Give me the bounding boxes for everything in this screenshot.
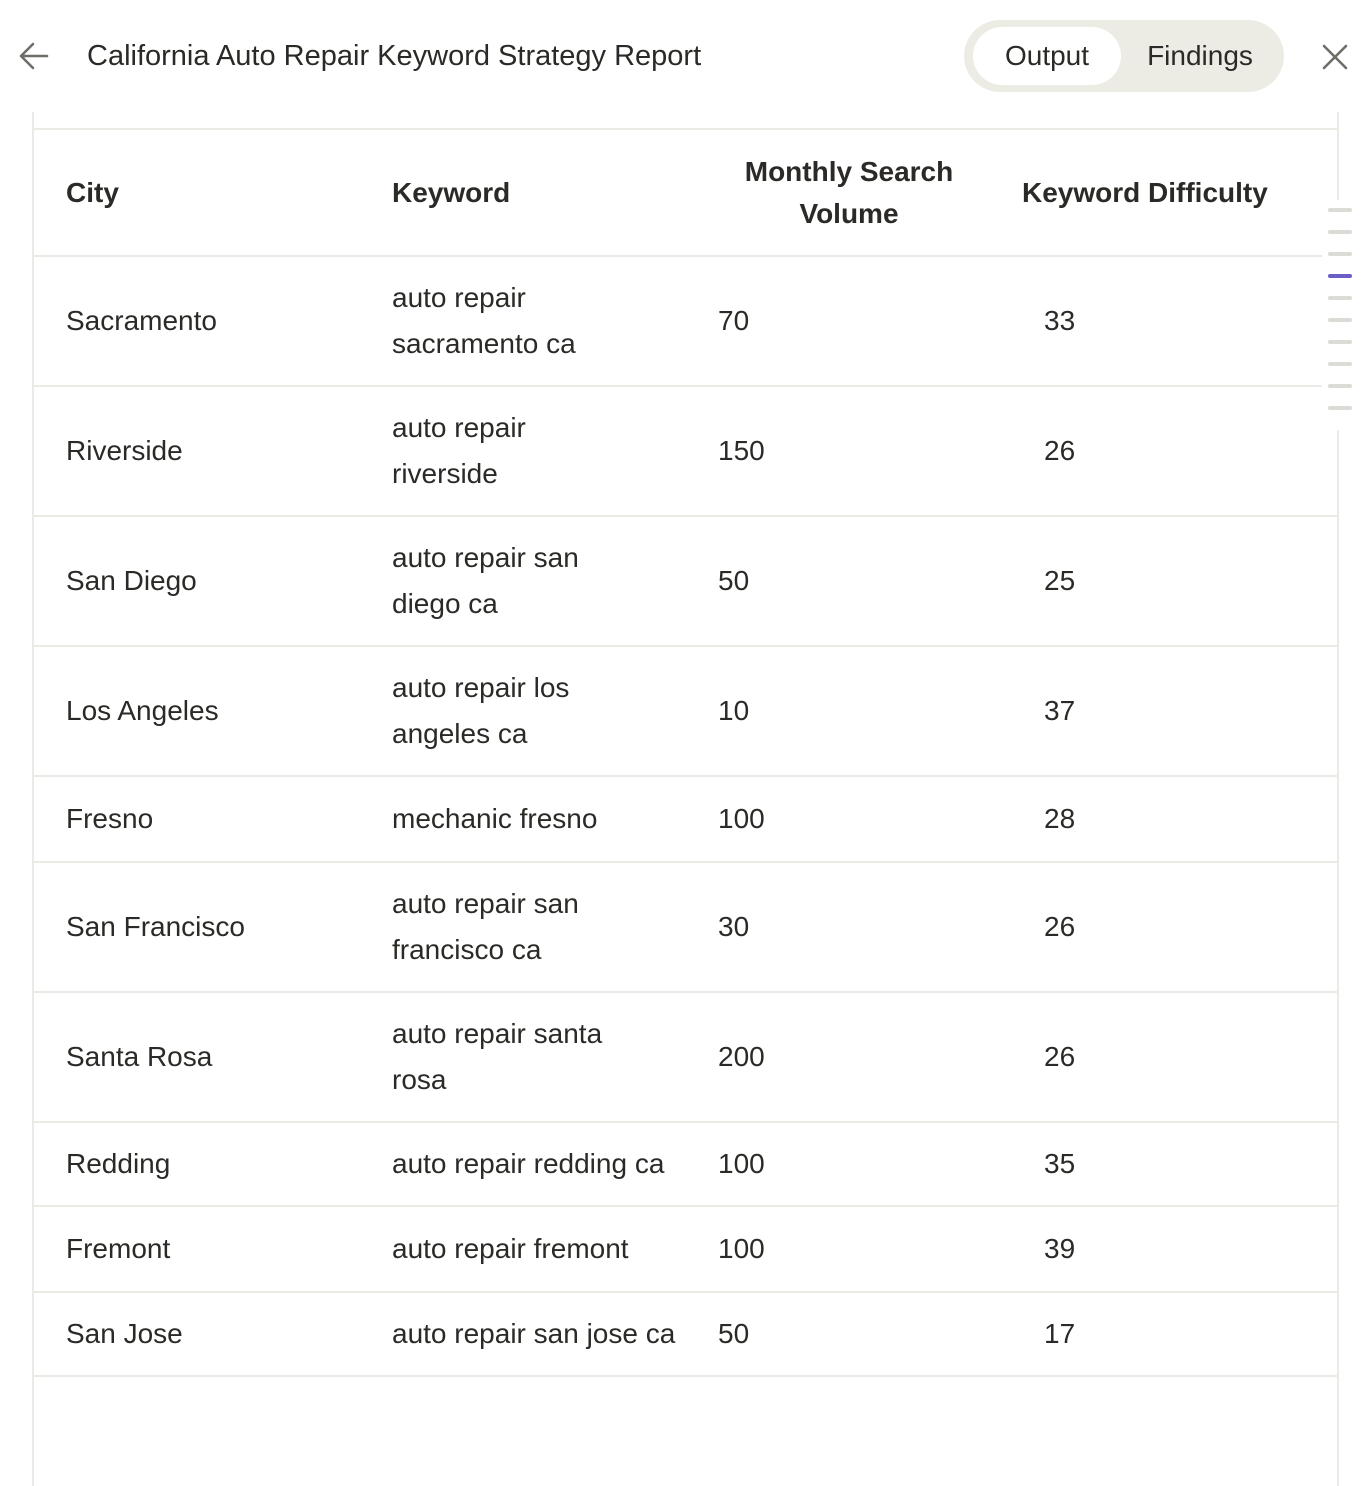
table-row: [34, 646, 1337, 776]
table-row: [34, 776, 1337, 862]
scroll-indicator-tick[interactable]: [1328, 318, 1352, 322]
cell-city: San Jose: [34, 1292, 360, 1376]
scroll-indicator-tick[interactable]: [1328, 230, 1352, 234]
cell-keyword: auto repair redding ca: [360, 1122, 686, 1206]
cell-keyword: mechanic fresno: [360, 776, 686, 862]
view-toggle: [964, 20, 1284, 92]
cell-volume: 100: [686, 1122, 1012, 1206]
cell-volume: 50: [686, 516, 1012, 646]
cell-keyword: auto repair san diego ca: [360, 516, 686, 646]
cell-difficulty: 35: [1012, 1122, 1337, 1206]
column-header-volume: [686, 130, 1012, 256]
column-header-keyword: Keyword: [360, 130, 686, 256]
cell-difficulty: 33: [1012, 256, 1337, 386]
cell-keyword: auto repair riverside: [360, 386, 686, 516]
column-header-difficulty: Keyword Difficulty: [1012, 130, 1337, 256]
cell-difficulty: 28: [1012, 776, 1337, 862]
cell-keyword: auto repair sacramento ca: [360, 256, 686, 386]
scroll-indicator-tick[interactable]: [1328, 362, 1352, 366]
keyword-table: [34, 130, 1337, 1377]
scroll-indicator-tick[interactable]: [1328, 296, 1352, 300]
scroll-indicator-tick[interactable]: [1328, 208, 1352, 212]
cell-difficulty: 26: [1012, 862, 1337, 992]
table-header-row: [34, 130, 1337, 256]
cell-keyword: auto repair san jose ca: [360, 1292, 686, 1376]
scroll-indicator-tick[interactable]: [1328, 274, 1352, 278]
column-header-city: City: [34, 130, 360, 256]
column-header-volume-label: Monthly Search Volume: [744, 155, 954, 229]
cell-city: Fremont: [34, 1206, 360, 1292]
cell-difficulty: 17: [1012, 1292, 1337, 1376]
cell-difficulty: 25: [1012, 516, 1337, 646]
page-title: California Auto Repair Keyword Strategy Report: [87, 40, 702, 72]
cell-city: Santa Rosa: [34, 992, 360, 1122]
close-icon: [1320, 42, 1350, 72]
report-header: [0, 0, 1364, 112]
cell-city: San Francisco: [34, 862, 360, 992]
cell-city: Fresno: [34, 776, 360, 862]
close-button[interactable]: [1314, 36, 1356, 78]
arrow-left-icon: [17, 39, 51, 73]
table-row: [34, 256, 1337, 386]
cell-city: San Diego: [34, 516, 360, 646]
cell-city: Riverside: [34, 386, 360, 516]
cell-difficulty: 26: [1012, 992, 1337, 1122]
cell-keyword: auto repair santa rosa: [360, 992, 686, 1122]
cell-volume: 50: [686, 1292, 1012, 1376]
back-button[interactable]: [14, 36, 54, 76]
table-row: [34, 516, 1337, 646]
cell-volume: 150: [686, 386, 1012, 516]
cell-keyword: auto repair los angeles ca: [360, 646, 686, 776]
cell-volume: 100: [686, 1206, 1012, 1292]
cell-volume: 70: [686, 256, 1012, 386]
table-row: [34, 862, 1337, 992]
cell-city: Sacramento: [34, 256, 360, 386]
cell-volume: 10: [686, 646, 1012, 776]
cell-volume: 100: [686, 776, 1012, 862]
table-row: [34, 1122, 1337, 1206]
cell-difficulty: 26: [1012, 386, 1337, 516]
scroll-indicator-tick[interactable]: [1328, 406, 1352, 410]
cell-difficulty: 39: [1012, 1206, 1337, 1292]
cell-difficulty: 37: [1012, 646, 1337, 776]
tab-output[interactable]: Output: [973, 27, 1121, 85]
table-row: [34, 1292, 1337, 1376]
cell-volume: 200: [686, 992, 1012, 1122]
cell-volume: 30: [686, 862, 1012, 992]
cell-keyword: auto repair san francisco ca: [360, 862, 686, 992]
tab-findings[interactable]: Findings: [1147, 40, 1253, 71]
cell-city: Los Angeles: [34, 646, 360, 776]
table-row: [34, 386, 1337, 516]
keyword-table-container: [32, 112, 1339, 1486]
section-scroll-indicator[interactable]: [1322, 200, 1364, 430]
cell-keyword: auto repair fremont: [360, 1206, 686, 1292]
cell-city: Redding: [34, 1122, 360, 1206]
table-row: [34, 992, 1337, 1122]
scroll-indicator-tick[interactable]: [1328, 384, 1352, 388]
scroll-indicator-tick[interactable]: [1328, 252, 1352, 256]
scroll-indicator-tick[interactable]: [1328, 340, 1352, 344]
table-row: [34, 1206, 1337, 1292]
